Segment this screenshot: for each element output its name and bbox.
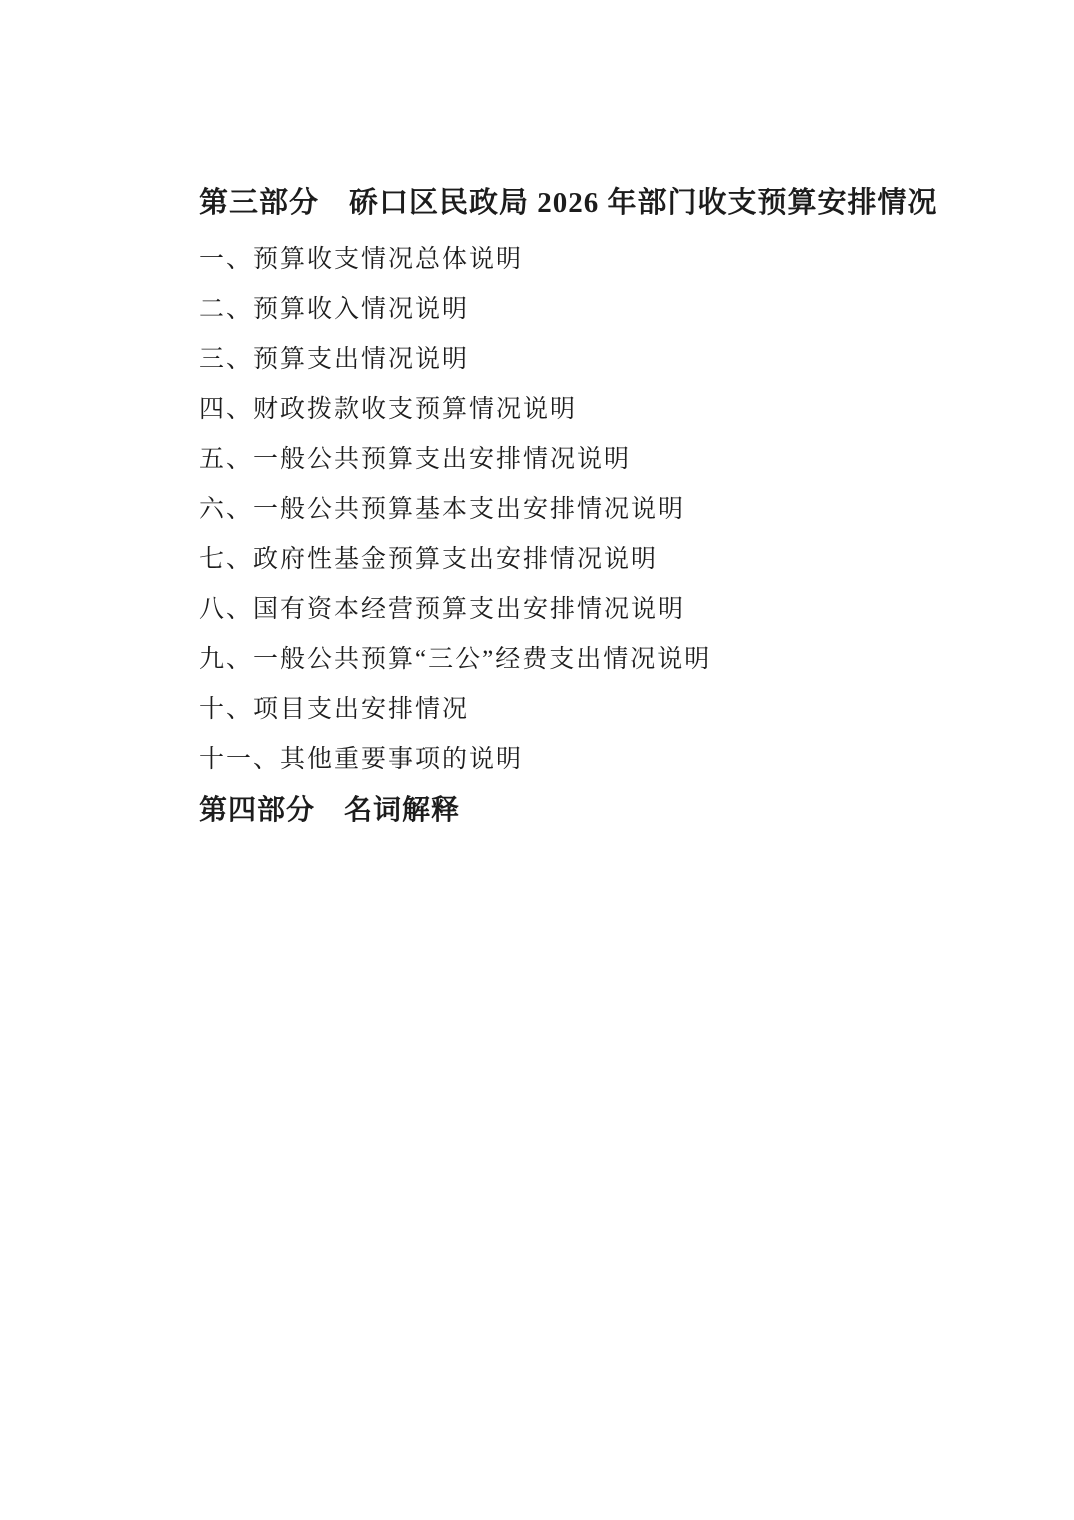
toc-item-3: 三、预算支出情况说明 bbox=[199, 346, 470, 373]
toc-item-4: 四、财政拨款收支预算情况说明 bbox=[199, 396, 578, 423]
toc-item-8: 八、国有资本经营预算支出安排情况说明 bbox=[199, 596, 686, 623]
toc-item-2: 二、预算收入情况说明 bbox=[199, 296, 470, 323]
toc-item-7: 七、政府性基金预算支出安排情况说明 bbox=[199, 546, 659, 573]
toc-item-5: 五、一般公共预算支出安排情况说明 bbox=[199, 446, 632, 473]
toc-item-9: 九、一般公共预算“三公”经费支出情况说明 bbox=[199, 646, 712, 673]
section4-heading: 第四部分 名词解释 bbox=[199, 795, 461, 826]
section3-heading: 第三部分 硚口区民政局 2026 年部门收支预算安排情况 bbox=[199, 187, 938, 219]
toc-item-1: 一、预算收支情况总体说明 bbox=[199, 246, 524, 273]
toc-item-11: 十一、其他重要事项的说明 bbox=[199, 746, 524, 773]
toc-item-6: 六、一般公共预算基本支出安排情况说明 bbox=[199, 496, 686, 523]
document-content bbox=[199, 183, 964, 837]
toc-item-10: 十、项目支出安排情况 bbox=[199, 696, 470, 723]
